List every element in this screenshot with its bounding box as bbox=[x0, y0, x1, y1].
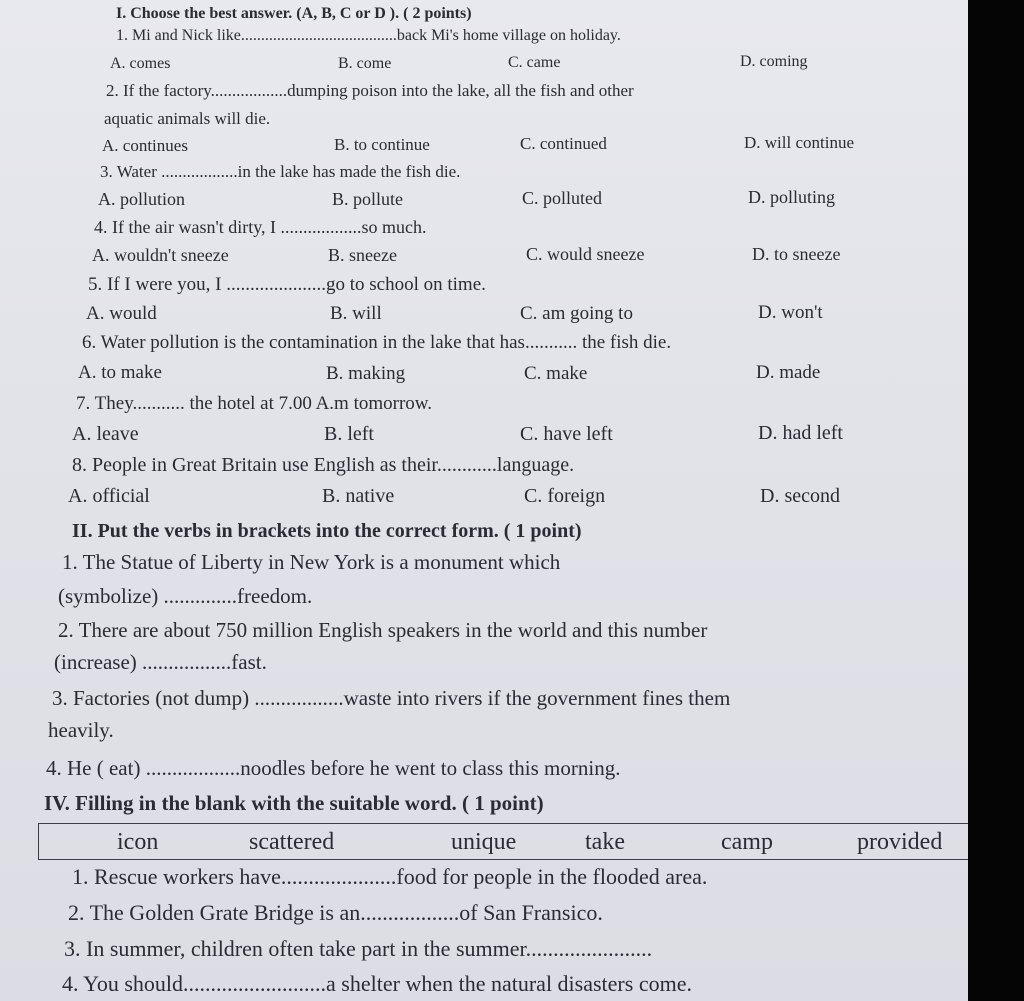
question-6-stem: 6. Water pollution is the contamination in the lake that has........... the fish die. bbox=[82, 332, 672, 353]
question-1-option-b: B. come bbox=[338, 55, 392, 72]
question-3-option-c: C. polluted bbox=[522, 188, 602, 208]
verb-item-4-line-1: 4. He ( eat) ..................noodles before he went to class this morning. bbox=[46, 756, 621, 780]
question-8-option-b: B. native bbox=[322, 485, 395, 507]
question-2-stem-continued: aquatic animals will die. bbox=[104, 109, 271, 128]
blank-item-2: 2. The Golden Grate Bridge is an..................of San Fransico. bbox=[68, 900, 603, 925]
question-4-option-d: D. to sneeze bbox=[752, 244, 841, 264]
question-2-option-d: D. will continue bbox=[744, 133, 855, 152]
question-8-option-a: A. official bbox=[68, 485, 150, 507]
question-7-option-a: A. leave bbox=[72, 423, 139, 445]
section-1-heading: I. Choose the best answer. (A, B, C or D ). ( 2 points) bbox=[116, 5, 472, 22]
question-3-option-d: D. polluting bbox=[748, 187, 836, 207]
question-7-option-b: B. left bbox=[324, 423, 374, 445]
question-4-option-c: C. would sneeze bbox=[526, 244, 645, 264]
question-6-option-b: B. making bbox=[326, 363, 406, 384]
blank-item-1: 1. Rescue workers have.....................food for people in the flooded area. bbox=[72, 864, 708, 889]
question-6-option-d: D. made bbox=[756, 362, 821, 383]
verb-item-1-line-1: 1. The Statue of Liberty in New York is a monument which bbox=[62, 550, 561, 574]
word-bank-word: unique bbox=[451, 829, 517, 855]
question-3-stem: 3. Water ..................in the lake has made the fish die. bbox=[100, 162, 461, 181]
question-7-option-d: D. had left bbox=[758, 422, 843, 444]
question-1-option-d: D. coming bbox=[740, 53, 808, 70]
question-5-option-c: C. am going to bbox=[520, 303, 633, 324]
question-7-option-c: C. have left bbox=[520, 423, 613, 445]
question-1-option-a: A. comes bbox=[110, 55, 171, 72]
question-4-stem: 4. If the air wasn't dirty, I ..................so much. bbox=[94, 217, 427, 237]
verb-item-3-line-1: 3. Factories (not dump) .................waste into rivers if the government fines them bbox=[52, 686, 731, 710]
question-7-stem: 7. They........... the hotel at 7.00 A.m tomorrow. bbox=[76, 393, 433, 414]
verb-item-2-line-1: 2. There are about 750 million English speakers in the world and this number bbox=[58, 618, 708, 642]
question-2-stem: 2. If the factory..................dumping poison into the lake, all the fish and other bbox=[106, 81, 634, 100]
question-8-option-d: D. second bbox=[760, 485, 840, 507]
question-2-option-c: C. continued bbox=[520, 134, 607, 153]
question-3-option-a: A. pollution bbox=[98, 189, 186, 209]
question-5-option-d: D. won't bbox=[758, 302, 823, 323]
background-edge bbox=[968, 0, 1024, 1001]
question-2-option-b: B. to continue bbox=[334, 135, 430, 154]
word-bank-word: scattered bbox=[249, 829, 335, 855]
question-2-option-a: A. continues bbox=[102, 136, 188, 155]
question-8-option-c: C. foreign bbox=[524, 485, 606, 507]
word-bank-word: provided bbox=[857, 829, 943, 855]
word-bank-word: take bbox=[585, 829, 625, 855]
word-bank-word: camp bbox=[721, 829, 773, 855]
verb-item-3-line-2: heavily. bbox=[48, 718, 114, 742]
question-6-option-a: A. to make bbox=[78, 362, 162, 383]
question-3-option-b: B. pollute bbox=[332, 189, 403, 209]
verb-item-1-line-2: (symbolize) ..............freedom. bbox=[58, 584, 313, 608]
word-bank-word: icon bbox=[117, 829, 159, 855]
question-5-option-b: B. will bbox=[330, 303, 382, 324]
question-5-option-a: A. would bbox=[86, 303, 157, 324]
section-4-heading: IV. Filling in the blank with the suitable word. ( 1 point) bbox=[44, 791, 544, 815]
question-8-stem: 8. People in Great Britain use English as their............language. bbox=[72, 454, 575, 476]
question-1-stem: 1. Mi and Nick like.......................................back Mi's home village on holiday. bbox=[116, 27, 621, 44]
blank-item-3: 3. In summer, children often take part in the summer....................... bbox=[64, 936, 653, 961]
question-6-option-c: C. make bbox=[524, 363, 588, 384]
section-2-heading: II. Put the verbs in brackets into the correct form. ( 1 point) bbox=[72, 520, 582, 542]
word-bank-box bbox=[38, 823, 968, 860]
question-5-stem: 5. If I were you, I .....................go to school on time. bbox=[88, 274, 486, 295]
verb-item-2-line-2: (increase) .................fast. bbox=[54, 650, 267, 674]
question-4-option-a: A. wouldn't sneeze bbox=[92, 245, 229, 265]
question-4-option-b: B. sneeze bbox=[328, 245, 397, 265]
question-1-option-c: C. came bbox=[508, 54, 561, 71]
blank-item-4: 4. You should..........................a shelter when the natural disasters come. bbox=[62, 971, 692, 996]
